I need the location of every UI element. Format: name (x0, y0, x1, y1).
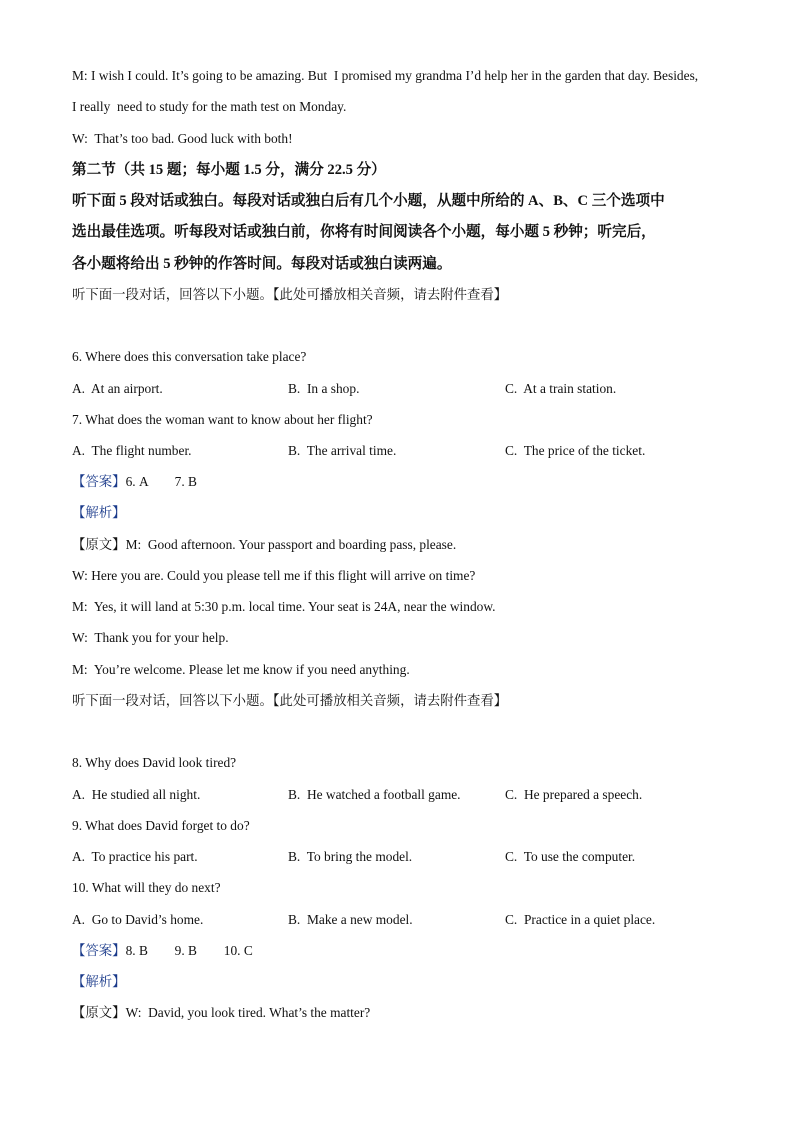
group1-transcript-5: M: You’re welcome. Please let me know if you need anything. (72, 662, 410, 677)
group2-transcript-1 (72, 1004, 370, 1022)
group1-transcript-4: W: Thank you for your help. (72, 630, 229, 645)
q8-option-c: C. He prepared a speech. (505, 787, 643, 802)
answer-label: 【答案】 (72, 474, 126, 489)
q6-option-c: C. At a train station. (505, 381, 617, 396)
group1-answer (72, 473, 197, 491)
q10-option-b: B. Make a new model. (288, 912, 413, 927)
intro-line-3: W: That’s too bad. Good luck with both! (72, 131, 293, 146)
q6-option-b: B. In a shop. (288, 381, 360, 396)
group2-answer (72, 942, 253, 960)
answer-text: 6. A 7. B (125, 474, 197, 489)
q7-option-b: B. The arrival time. (288, 443, 397, 458)
group1-transcript-2: W: Here you are. Could you please tell me if this flight will arrive on time? (72, 568, 476, 583)
q10-option-c: C. Practice in a quiet place. (505, 912, 656, 927)
answer-text: 8. B 9. B 10. C (125, 943, 253, 958)
group2-prompt: 听下面一段对话，回答以下小题。【此处可播放相关音频，请去附件查看】 (72, 693, 508, 708)
q10-option-a: A. Go to David’s home. (72, 912, 204, 927)
q9-option-a: A. To practice his part. (72, 849, 198, 864)
section-heading: 第二节（共 15 题；每小题 1.5 分，满分 22.5 分） (72, 162, 386, 178)
group1-prompt: 听下面一段对话，回答以下小题。【此处可播放相关音频，请去附件查看】 (72, 287, 508, 302)
intro-line-1: M: I wish I could. It’s going to be amazing. But I promised my grandma I’d help her in the garden that day. Besides, (72, 68, 699, 83)
section-instruction-3: 各小题将给出 5 秒钟的作答时间。每段对话或独白读两遍。 (72, 256, 452, 272)
question-8: 8. Why does David look tired? (72, 755, 237, 770)
question-10: 10. What will they do next? (72, 880, 221, 895)
q7-option-c: C. The price of the ticket. (505, 443, 646, 458)
q9-option-b: B. To bring the model. (288, 849, 413, 864)
answer-label: 【答案】 (72, 943, 126, 958)
q8-option-b: B. He watched a football game. (288, 787, 461, 802)
section-instruction-1: 听下面 5 段对话或独白。每段对话或独白后有几个小题，从题中所给的 A、B、C 三个选项中 (72, 193, 665, 209)
question-9: 9. What does David forget to do? (72, 818, 250, 833)
q8-option-a: A. He studied all night. (72, 787, 201, 802)
group1-analysis-label: 【解析】 (72, 505, 126, 520)
q9-option-c: C. To use the computer. (505, 849, 636, 864)
q6-option-a: A. At an airport. (72, 381, 163, 396)
group1-transcript-1 (72, 536, 456, 554)
question-7: 7. What does the woman want to know about her flight? (72, 412, 373, 427)
intro-line-2: I really need to study for the math test on Monday. (72, 99, 347, 114)
group2-analysis-label: 【解析】 (72, 974, 126, 989)
transcript-text: W: David, you look tired. What’s the matter? (125, 1005, 371, 1020)
group1-transcript-3: M: Yes, it will land at 5:30 p.m. local time. Your seat is 24A, near the window. (72, 599, 496, 614)
section-instruction-2: 选出最佳选项。听每段对话或独白前，你将有时间阅读各个小题，每小题 5 秒钟；听完后， (72, 224, 656, 240)
original-label: 【原文】 (72, 1005, 126, 1020)
q7-option-a: A. The flight number. (72, 443, 192, 458)
question-6: 6. Where does this conversation take place? (72, 349, 307, 364)
transcript-text: M: Good afternoon. Your passport and boarding pass, please. (125, 537, 457, 552)
original-label: 【原文】 (72, 537, 126, 552)
